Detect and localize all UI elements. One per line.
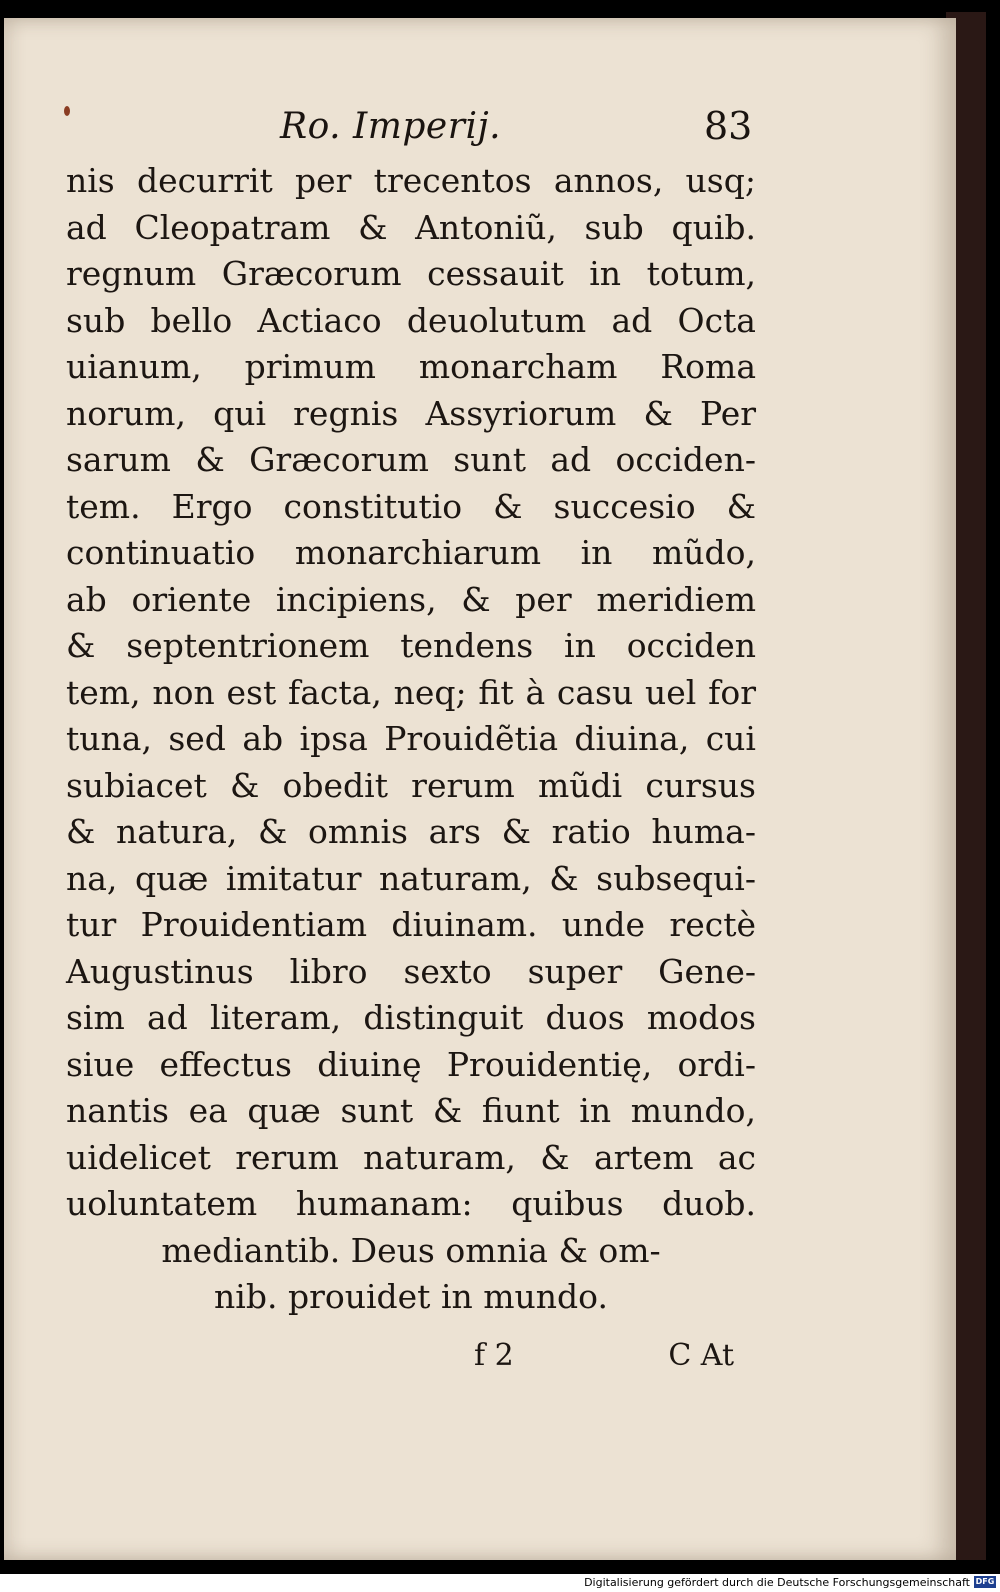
- text-line: mediantib. Deus omnia & om-: [161, 1230, 661, 1270]
- text-line: uidelicet rerum naturam, & artem ac: [66, 1137, 756, 1177]
- text-line: regnum Græcorum cessauit in totum,: [66, 254, 756, 293]
- footer-credit: Digitalisierung gefördert durch die Deutsche Forschungsgemeinschaft: [584, 1576, 970, 1589]
- ink-stain: [64, 106, 70, 116]
- text-line: siue effectus diuinę Prouidentię, ordi-: [66, 1044, 756, 1084]
- text-line: & septentrionem tendens in occiden: [66, 626, 756, 665]
- text-line: nantis ea quæ sunt & fiunt in mundo,: [66, 1091, 756, 1130]
- text-line: norum, qui regnis Assyriorum & Per: [66, 393, 756, 433]
- text-line: uoluntatem humanam: quibus duob.: [66, 1184, 756, 1223]
- text-line: & natura, & omnis ars & ratio huma-: [66, 812, 756, 851]
- text-line: tur Prouidentiam diuinam. unde rectè: [66, 905, 756, 944]
- signature-line: [474, 1338, 734, 1373]
- text-line: Augustinus libro sexto super Gene-: [66, 951, 756, 991]
- book-page: [4, 18, 956, 1560]
- dfg-logo-icon: DFG: [975, 1577, 995, 1586]
- text-line: uianum, primum monarcham Roma: [66, 347, 756, 386]
- text-line: tuna, sed ab ipsa Prouidẽtia diuina, cui: [66, 719, 756, 758]
- text-line: na, quæ imitatur naturam, & subsequi-: [66, 858, 756, 898]
- text-line: sarum & Græcorum sunt ad occiden-: [66, 440, 756, 479]
- text-line: ab oriente incipiens, & per meridiem: [66, 579, 756, 619]
- text-line: sim ad literam, distinguit duos modos: [66, 998, 756, 1037]
- text-line: nib. prouidet in mundo.: [214, 1277, 608, 1316]
- page-number: 83: [704, 104, 753, 148]
- text-block: [66, 158, 756, 1321]
- text-line: subiacet & obedit rerum mũdi cursus: [66, 765, 756, 805]
- text-line: tem. Ergo constitutio & succesio &: [66, 486, 756, 526]
- signature-mark: f 2: [474, 1338, 514, 1373]
- catchword: C At: [668, 1338, 734, 1373]
- text-line: sub bello Actiaco deuolutum ad Octa: [66, 300, 756, 340]
- text-line: tem, non est facta, neq; fit à casu uel for: [66, 672, 756, 712]
- text-line: nis decurrit per trecentos annos, usq;: [66, 161, 756, 200]
- running-head: Ro. Imperij.: [280, 106, 502, 147]
- text-line: ad Cleopatram & Antoniũ, sub quib.: [66, 207, 756, 247]
- text-line: continuatio monarchiarum in mũdo,: [66, 533, 756, 572]
